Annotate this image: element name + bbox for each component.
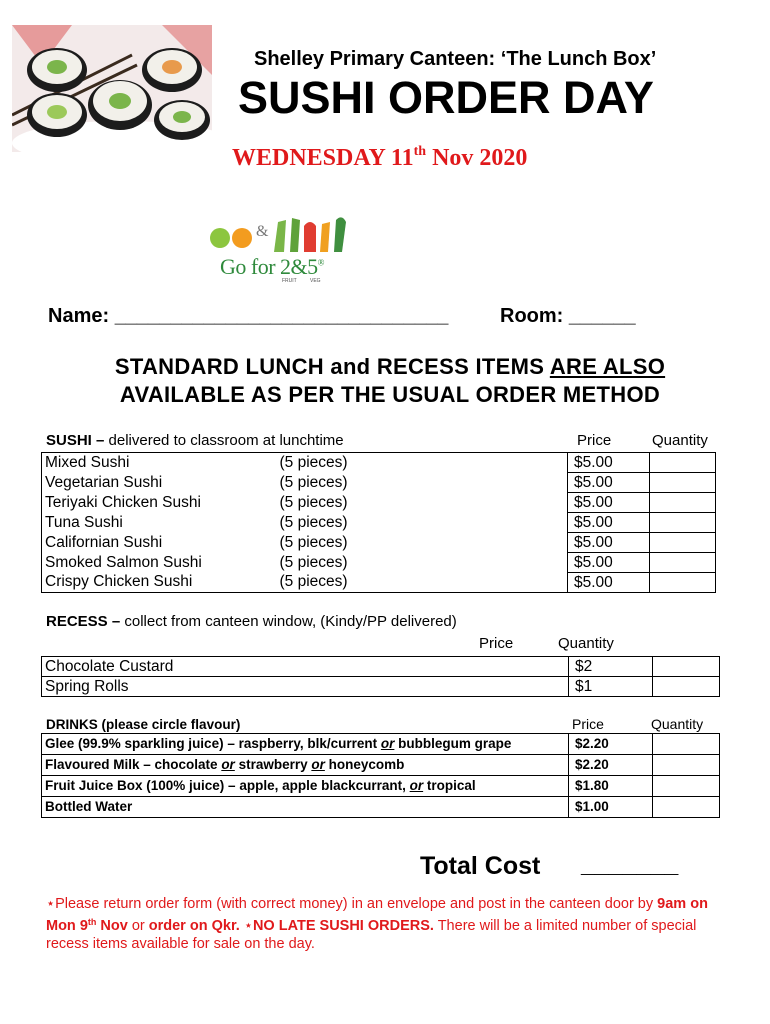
drink-item-price: $2.20: [569, 755, 653, 776]
recess-price-header: Price: [479, 635, 514, 652]
table-row: [42, 573, 716, 593]
canteen-name: Shelley Primary Canteen: ‘The Lunch Box’: [254, 48, 657, 70]
sushi-item-name: Californian Sushi: [42, 533, 277, 553]
sushi-item-pieces: (5 pieces): [279, 553, 348, 571]
logo-ampersand: &: [256, 223, 269, 240]
sushi-item-price: $5.00: [568, 473, 650, 493]
total-cost-field[interactable]: _______: [581, 850, 679, 878]
go-for-2-and-5-logo: [206, 212, 358, 290]
sushi-item-pieces: (5 pieces): [279, 493, 348, 511]
table-row: [42, 473, 716, 493]
sushi-item-pieces: (5 pieces): [279, 513, 348, 531]
recess-heading: RECESS – collect from canteen window, (Kindy/PP delivered): [46, 613, 457, 630]
sushi-quantity-cell[interactable]: [650, 553, 716, 573]
sushi-item-price: $5.00: [568, 493, 650, 513]
table-row: [42, 453, 716, 473]
sushi-quantity-cell[interactable]: [650, 493, 716, 513]
sushi-quantity-header: Quantity: [652, 432, 708, 449]
sushi-item-name: Teriyaki Chicken Sushi: [42, 493, 277, 513]
sushi-item-price: $5.00: [568, 533, 650, 553]
logo-fruit-label: FRUIT: [282, 278, 297, 284]
star-icon: ⋆: [239, 918, 253, 934]
sushi-item-pieces: (5 pieces): [279, 473, 348, 491]
drink-quantity-cell[interactable]: [653, 755, 720, 776]
drink-quantity-cell[interactable]: [653, 776, 720, 797]
recess-item-name: Chocolate Custard: [42, 657, 569, 677]
drinks-price-header: Price: [572, 716, 604, 732]
drink-item-price: $1.00: [569, 797, 653, 818]
recess-item-price: $1: [569, 677, 653, 697]
page-title: SUSHI ORDER DAY: [238, 72, 654, 123]
sushi-item-pieces: (5 pieces): [277, 453, 568, 473]
sushi-heading: SUSHI – delivered to classroom at lunchtime: [46, 432, 344, 449]
standard-items-notice: STANDARD LUNCH and RECESS ITEMS ARE ALSO AVAILABLE AS PER THE USUAL ORDER METHOD: [114, 354, 666, 407]
recess-item-name: Spring Rolls: [42, 677, 569, 697]
drinks-quantity-header: Quantity: [651, 716, 704, 732]
sushi-item-price: $5.00: [568, 453, 650, 473]
sushi-table: [41, 452, 716, 593]
drink-quantity-cell[interactable]: [653, 797, 720, 818]
room-field[interactable]: Room: ______: [500, 305, 636, 327]
recess-quantity-cell[interactable]: [653, 657, 720, 677]
star-icon: ⋆: [46, 896, 56, 912]
sushi-item-name: Vegetarian Sushi: [42, 473, 277, 493]
recess-table: [41, 656, 720, 697]
sushi-item-price: $5.00: [568, 553, 650, 573]
order-date: WEDNESDAY 11th Nov 2020: [232, 144, 528, 171]
sushi-item-name: Tuna Sushi: [42, 513, 277, 533]
logo-veg-label: VEG: [310, 278, 321, 284]
table-row: [42, 755, 720, 776]
sushi-quantity-cell[interactable]: [650, 453, 716, 473]
table-row: [42, 493, 716, 513]
recess-quantity-header: Quantity: [558, 635, 614, 652]
sushi-item-name: Crispy Chicken Sushi: [42, 573, 277, 593]
recess-item-price: $2: [569, 657, 653, 677]
table-row: [42, 797, 720, 818]
sushi-item-name: Smoked Salmon Sushi: [42, 553, 277, 573]
sushi-quantity-cell[interactable]: [650, 573, 716, 593]
sushi-quantity-cell[interactable]: [650, 513, 716, 533]
drink-item-name: Glee (99.9% sparkling juice) – raspberry, blk/current or bubblegum grape: [42, 734, 569, 755]
name-field[interactable]: Name: ______________________________: [48, 305, 449, 327]
table-row: [42, 533, 716, 553]
drink-item-price: $1.80: [569, 776, 653, 797]
table-row: [42, 677, 720, 697]
sushi-quantity-cell[interactable]: [650, 533, 716, 553]
sushi-item-price: $5.00: [568, 573, 650, 593]
recess-quantity-cell[interactable]: [653, 677, 720, 697]
sushi-item-pieces: (5 pieces): [277, 573, 568, 593]
table-row: [42, 553, 716, 573]
drink-item-name: Flavoured Milk – chocolate or strawberry or honeycomb: [42, 755, 569, 776]
sushi-quantity-cell[interactable]: [650, 473, 716, 493]
drink-item-name: Fruit Juice Box (100% juice) – apple, apple blackcurrant, or tropical: [42, 776, 569, 797]
name-room-row: [48, 305, 636, 328]
sushi-item-name: Mixed Sushi: [42, 453, 277, 473]
return-instructions: ⋆Please return order form (with correct money) in an envelope and post in the canteen door by 9am on Mon 9th Nov or order on Qkr. ⋆NO LATE SUSHI ORDERS. There will be a limited number of special recess items available for sale on the day.: [46, 896, 708, 952]
logo-wordmark: Go for 2&5®: [220, 254, 324, 279]
sushi-price-header: Price: [577, 432, 612, 449]
total-cost-label: Total Cost: [420, 852, 541, 880]
table-row: [42, 776, 720, 797]
sushi-item-price: $5.00: [568, 513, 650, 533]
drink-item-name: Bottled Water: [42, 797, 569, 818]
drinks-heading: DRINKS (please circle flavour): [46, 717, 241, 732]
drink-item-price: $2.20: [569, 734, 653, 755]
table-row: [42, 513, 716, 533]
sushi-photo: [12, 25, 212, 152]
sushi-item-pieces: (5 pieces): [279, 533, 348, 551]
drinks-table: [41, 733, 720, 818]
table-row: [42, 734, 720, 755]
drink-quantity-cell[interactable]: [653, 734, 720, 755]
table-row: [42, 657, 720, 677]
